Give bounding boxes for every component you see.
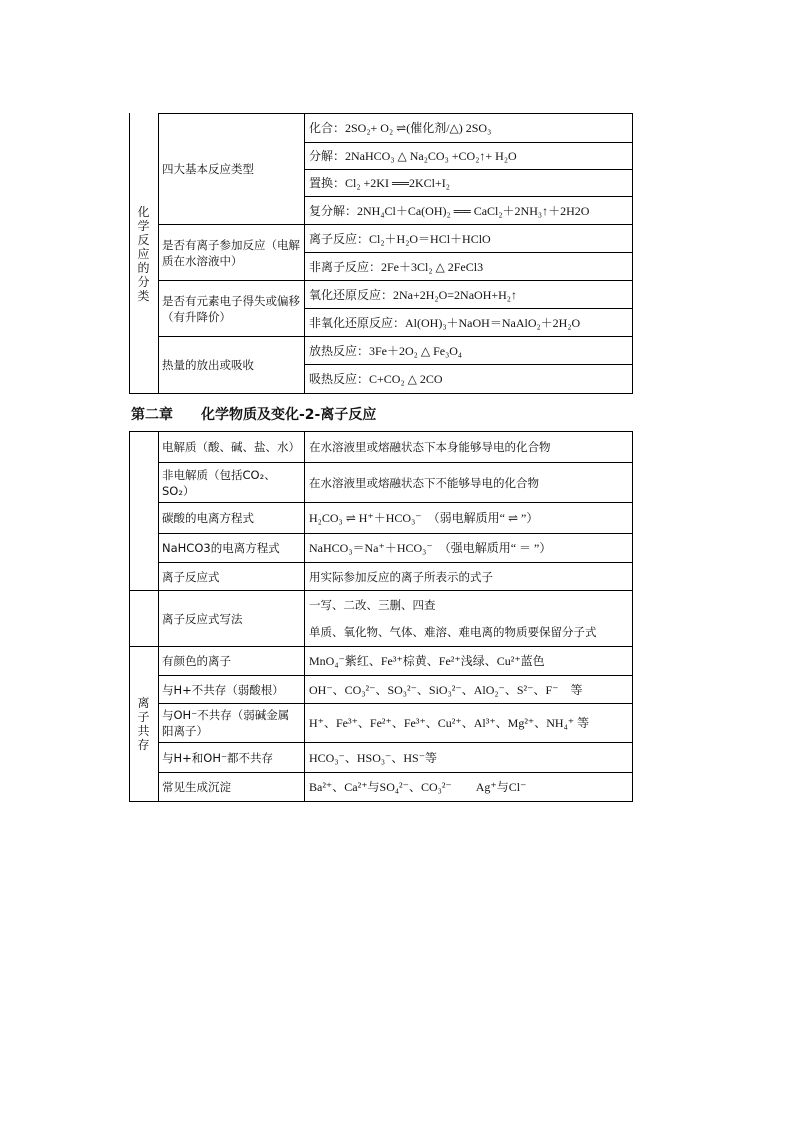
reaction-non-redox: 非氧化还原反应：Al(OH)₃＋NaOH＝NaAlO₂＋2H₂O: [309, 315, 581, 330]
group-label-redox: 是否有元素电子得失或偏移（有升降价）: [162, 293, 300, 324]
reaction-ionic: 离子反应：Cl₂＋H₂O＝HCl＋HClO: [309, 231, 491, 246]
category-label-ion-coexistence: 离子共存: [137, 696, 150, 752]
value-incompatible-h: OH⁻、CO₃²⁻、SO₃²⁻、SiO₃²⁻、AlO₂⁻、S²⁻、F⁻ 等: [309, 682, 583, 697]
value-incompatible-oh: H⁺、Fe³⁺、Fe²⁺、Fe³⁺、Cu²⁺、Al³⁺、Mg²⁺、NH₄⁺ 等: [309, 716, 590, 730]
label-nahco3-ionization: NaHCO3的电离方程式: [162, 541, 280, 555]
reaction-redox: 氧化还原反应：2Na+2H₂O=2NaOH+H₂↑: [309, 287, 517, 302]
reaction-double-decomposition: 复分解：2NH₄Cl＋Ca(OH)₂ ══ CaCl₂＋2NH₃↑＋2H2O: [309, 203, 590, 218]
label-incompatible-both: 与H+和OH⁻都不共存: [162, 750, 274, 765]
reaction-combination: 化合：2SO₂+ O₂ ⇌(催化剂/△) 2SO₃: [309, 121, 492, 135]
chapter-heading: 第二章 化学物质及变化-2-离子反应: [131, 407, 377, 423]
label-incompatible-h: 与H+不共存（弱酸根）: [162, 682, 284, 697]
value-precipitates: Ba²⁺、Ca²⁺与SO₄²⁻、CO₃²⁻ Ag⁺与Cl⁻: [309, 780, 527, 794]
reaction-exothermic: 放热反应：3Fe＋2O₂ △ Fe₃O₄: [309, 343, 463, 358]
label-carbonic-acid-ionization: 碳酸的电离方程式: [162, 511, 254, 525]
value-nahco3-ionization: NaHCO₃＝Na⁺＋HCO₃⁻ （强电解质用“ ＝ ”）: [309, 541, 552, 555]
ionic-writing-steps: 一写、二改、三删、四查: [309, 597, 436, 612]
value-colored-ions: MnO₄⁻紫红、Fe³⁺棕黄、Fe²⁺浅绿、Cu²⁺蓝色: [309, 654, 545, 668]
reaction-decomposition: 分解：2NaHCO₃ △ Na₂CO₃ +CO₂↑+ H₂O: [309, 149, 517, 163]
value-electrolyte: 在水溶液里或熔融状态下本身能够导电的化合物: [309, 440, 551, 454]
label-non-electrolyte: 非电解质（包括CO₂、SO₂）: [162, 467, 276, 498]
reaction-endothermic: 吸热反应：C+CO₂ △ 2CO: [309, 372, 443, 386]
label-precipitates: 常见生成沉淀: [162, 780, 231, 794]
group-label-basic-types: 四大基本反应类型: [162, 162, 254, 176]
label-ionic-equation: 离子反应式: [162, 569, 220, 584]
group-label-ionic: 是否有离子参加反应（电解质在水溶液中）: [162, 237, 300, 268]
ionic-writing-rule: 单质、氧化物、气体、难溶、难电离的物质要保留分子式: [309, 625, 597, 639]
label-incompatible-oh: 与OH⁻不共存（弱碱金属阳离子）: [162, 708, 290, 738]
group-label-heat: 热量的放出或吸收: [162, 358, 254, 372]
reaction-displacement: 置换：Cl₂ +2KI ══2KCl+I₂: [309, 176, 450, 190]
category-label-reaction-classification: 化学反应的分类: [137, 204, 150, 303]
value-non-electrolyte: 在水溶液里或熔融状态下不能够导电的化合物: [309, 475, 539, 490]
value-incompatible-both: HCO₃⁻、HSO₃⁻、HS⁻等: [309, 750, 438, 765]
label-electrolyte: 电解质（酸、碱、盐、水）: [162, 440, 300, 454]
label-ionic-writing: 离子反应式写法: [162, 611, 243, 626]
reaction-non-ionic: 非离子反应：2Fe＋3Cl₂ △ 2FeCl3: [309, 259, 484, 274]
value-carbonic-acid-ionization: H₂CO₃ ⇌ H⁺＋HCO₃⁻ （弱电解质用“ ⇌ ”）: [309, 511, 539, 525]
label-colored-ions: 有颜色的离子: [162, 654, 231, 668]
value-ionic-equation: 用实际参加反应的离子所表示的式子: [309, 569, 493, 584]
